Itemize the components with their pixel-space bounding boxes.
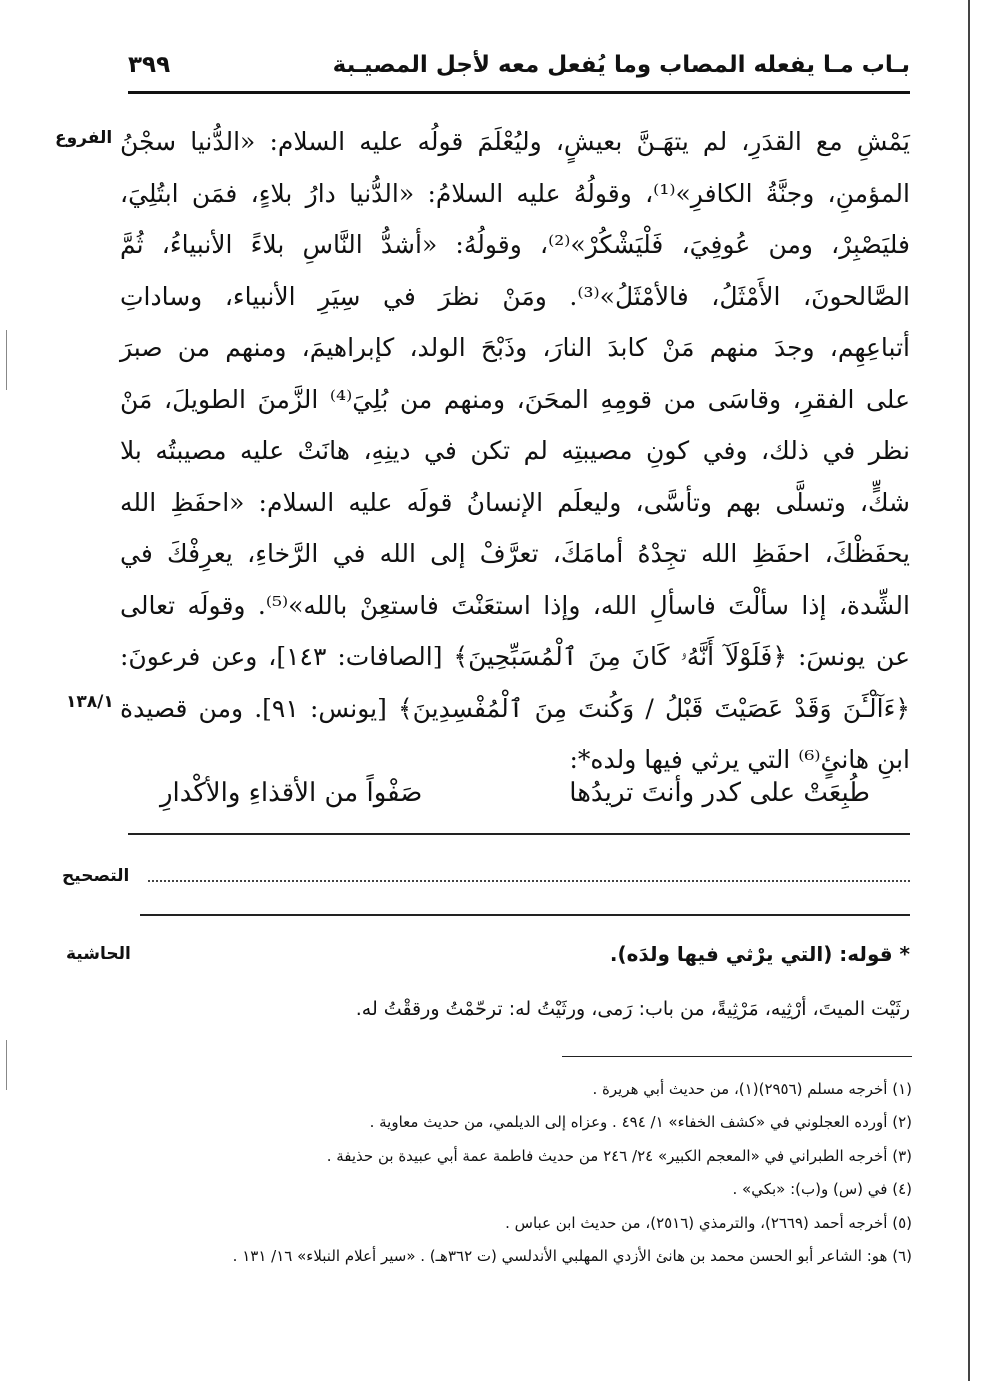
margin-volume-reference: ١٣٨/١ — [66, 692, 114, 712]
footnote: (٣) أخرجه الطبراني في «المعجم الكبير» ٢٤/ ٢٤٦ من حديث فاطمة عمة أبي عبيدة بن حذيفة . — [326, 1146, 912, 1165]
page-number: ٣٩٩ — [128, 52, 171, 78]
running-header — [128, 50, 910, 90]
verse-second-hemistich: صَفْواً من الأقذاءِ والأكْدارِ — [160, 778, 423, 808]
main-text — [120, 116, 910, 786]
text-line: الصَّالحونَ، الأَمْثَلُ، فالأمْثَلُ»⁽³⁾. ومَنْ نظرَ في سِيَرِ الأنبياء، وساداتِ — [120, 281, 910, 311]
scan-edge-mark — [6, 1040, 7, 1090]
poem-verse — [160, 778, 900, 828]
text-line: شكٍّ، وتسلَّى بهم وتأسَّى، وليعلَم الإنسانُ قولَه عليه السلام: «احفَظِ الله — [120, 487, 910, 517]
text-line: الشِّدة، إذا سألْتَ فاسألِ الله، وإذا استعَنْتَ فاستعِنْ بالله»⁽⁵⁾. وقولَه تعالى — [120, 590, 910, 620]
text-line: عن يونسَ: ﴿فَلَوْلَآ أَنَّهُۥ كَانَ مِنَ ٱلْمُسَبِّحِينَ﴾ [الصافات: ١٤٣]، وعن فرعونَ: — [120, 642, 910, 671]
section-divider — [128, 833, 910, 835]
verse-first-hemistich: طُبِعَتْ على كدر وأنتَ تريدُها — [569, 778, 870, 808]
text-line: يحفَظْكَ، احفَظِ الله تجِدْهُ أمامَكَ، تعرَّفْ إلى الله في الرَّخاءِ، يعرِفْكَ في — [120, 539, 910, 568]
tashih-label: التصحيح — [62, 866, 130, 886]
text-line: ابنِ هانئٍ⁽⁶⁾ التي يرثي فيها ولده*: — [569, 745, 910, 774]
footnote: (٤) في (س) و(ب): «بكي» . — [732, 1180, 912, 1199]
footnote: (٢) أورده العجلوني في «كشف الخفاء» ١/ ٤٩٤ . وعزاه إلى الديلمي، من حديث معاوية . — [369, 1113, 912, 1132]
text-line: المؤمنِ، وجنَّةُ الكافرِ»⁽¹⁾، وقولُهُ عليه السلامُ: «الدُّنيا دارُ بلاءٍ، فمَن ابتُلِيَ، — [120, 178, 910, 208]
margin-label-furu: الفروع — [55, 128, 113, 148]
text-line: أتباعِهِم، وجدَ منهم مَنْ كابدَ النارَ، وذَبْحَ الولد، كإبراهيمَ، ومنهم من صبرَ — [120, 333, 910, 362]
header-rule — [128, 91, 910, 94]
footnote: (٥) أخرجه أحمد (٢٦٦٩)، والترمذي (٢٥١٦)، من حديث ابن عباس . — [505, 1213, 912, 1232]
hashiya-label: الحاشية — [66, 944, 131, 964]
gloss-text: رثَيْت الميتَ، أرْثِيه، مَرْثِيةً، من باب: رَمى، ورثَيْتُ له: ترحّمْتُ ورققْتُ له. — [355, 998, 910, 1020]
footnote-separator — [562, 1056, 912, 1057]
footnote: (١) أخرجه مسلم (٢٩٥٦)(١)، من حديث أبي هريرة . — [592, 1080, 912, 1098]
text-line: يَمْشِ مع القدَرِ، لم يتهَـنَّ بعيشٍ، وليُعْلَمَ قولُه عليه السلام: «الدُّنيا سجْنُ — [120, 127, 910, 156]
text-line: نظر في ذلك، وفي كونِ مصيبتِه لم تكن في دينِهِ، هانَتْ عليه مصيبتُه بلا — [120, 436, 910, 465]
footnotes — [130, 1073, 912, 1273]
text-line: على الفقرِ، وقاسَى من قومِهِ المحَنَ، ومنهم من بُلِيَ⁽⁴⁾ الزَّمنَ الطويلَ، مَنْ — [120, 384, 910, 414]
scan-edge-mark — [6, 330, 7, 390]
gloss-heading: * قوله: (التي يرْثي فيها ولدَه). — [609, 942, 910, 966]
footnote: (٦) هو: الشاعر أبو الحسن محمد بن هانئ الأزدي المهلبي الأندلسي (ت ٣٦٢هـ) . «سير أعلام النبلاء» ١٦/ ١٣١ . — [232, 1247, 912, 1266]
tashih-dotted-line — [148, 880, 910, 882]
text-line: ﴿ءَآلْـَٔنَ وَقَدْ عَصَيْتَ قَبْلُ / وَكُنتَ مِنَ ٱلْمُفْسِدِينَ﴾ [يونس: ٩١]. ومن قصيدة — [120, 693, 911, 723]
section-divider — [140, 914, 910, 916]
binding-edge-line — [968, 0, 970, 1381]
text-line: فليَصْبِرْ، ومن عُوفِيَ، فَلْيَشْكُرْ»⁽²⁾، وقولُهُ: «أشدُّ النَّاسِ بلاءً الأنبياءُ، ثُمَّ — [120, 230, 910, 259]
chapter-title: بـاب مـا يفعله المصاب وما يُفعل معه لأجل المصيـبة — [332, 52, 910, 78]
